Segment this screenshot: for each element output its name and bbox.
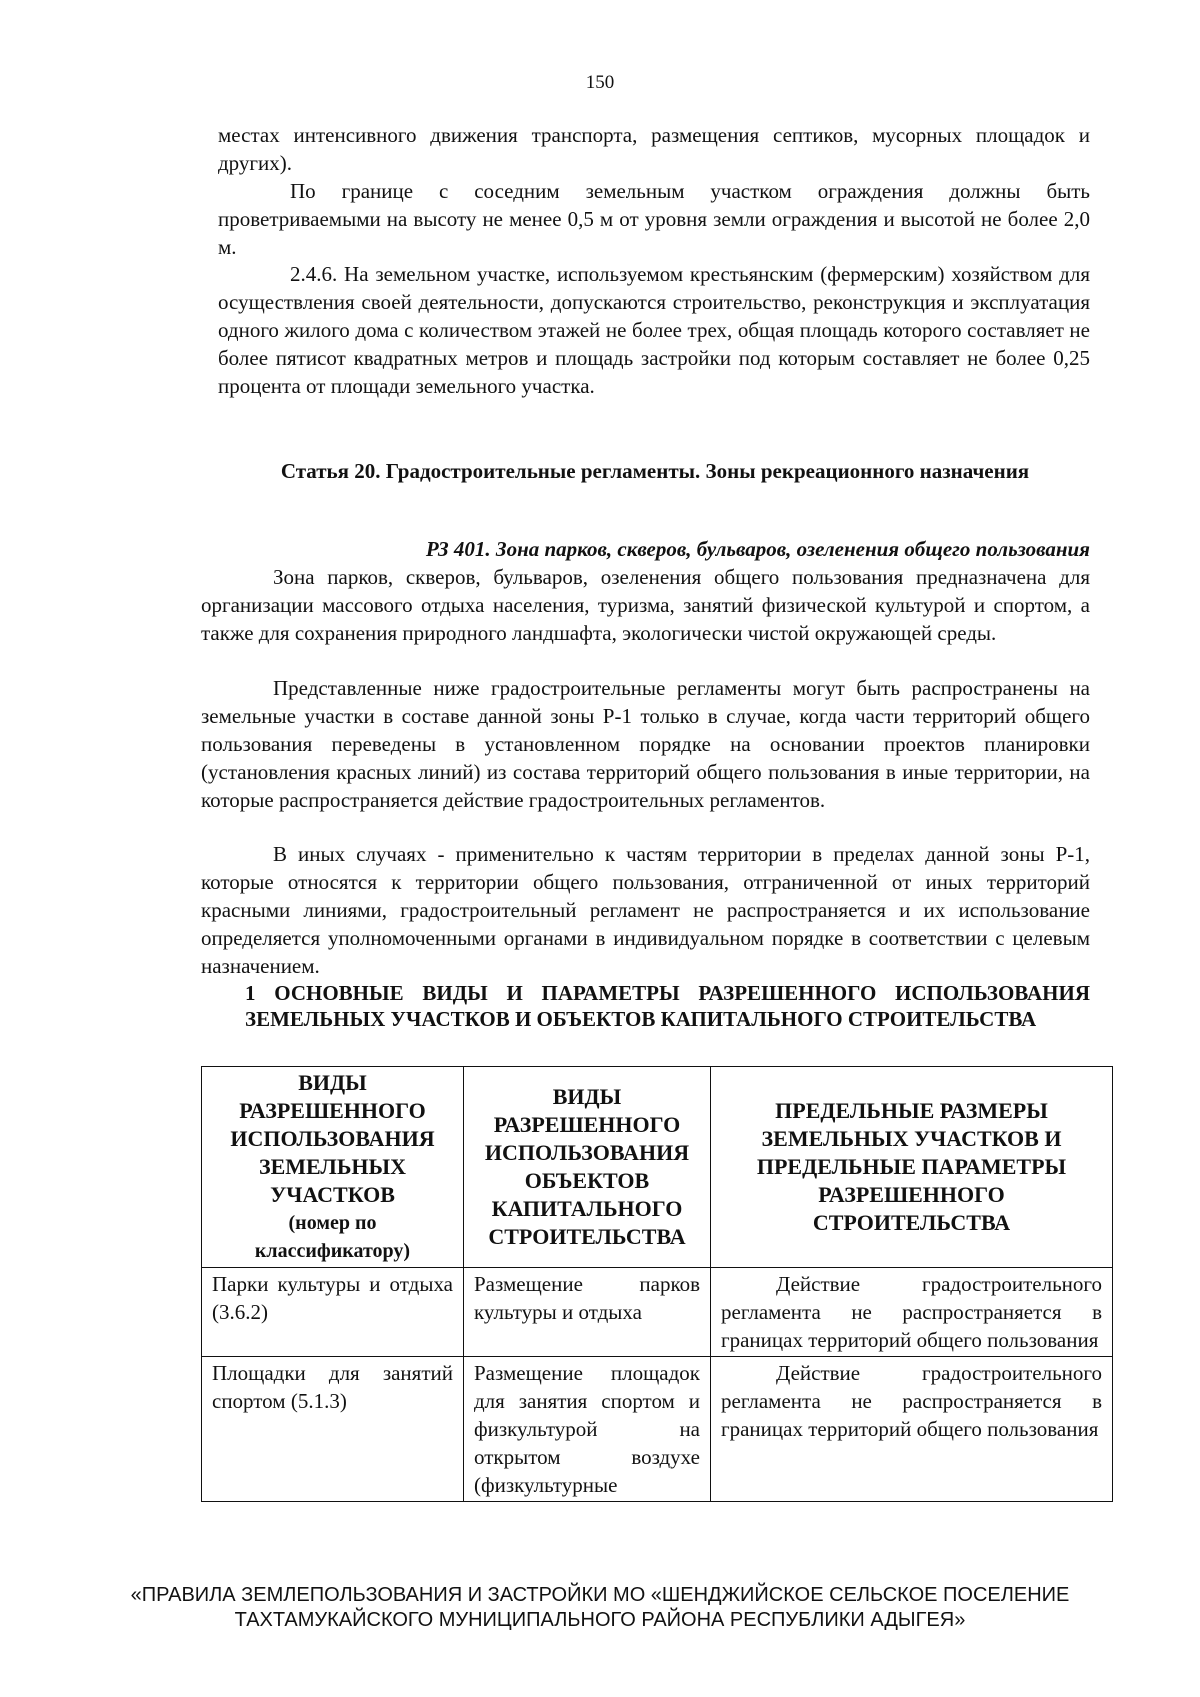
article-heading: Статья 20. Градостроительные регламенты. Зоны рекреационного назначения [280,459,1030,483]
footer-line: «ПРАВИЛА ЗЕМЛЕПОЛЬЗОВАНИЯ И ЗАСТРОЙКИ МО «ШЕНДЖИЙСКОЕ СЕЛЬСКОЕ ПОСЕЛЕНИЕ [130,1584,1070,1606]
page-footer [0,1583,1200,1633]
table-cell: Размещение парков культуры и отдыха [464,1268,711,1357]
table-header-cell [202,1067,464,1268]
table-cell: Действие градостроительного регламента не распространяется в границах территорий общего пользования [711,1268,1113,1357]
table-row [202,1357,1113,1502]
page-number: 150 [585,72,615,93]
header-text: ВИДЫ РАЗРЕШЕННОГО ИСПОЛЬЗОВАНИЯ ЗЕМЕЛЬНЫХ УЧАСТКОВ [230,1070,435,1207]
paragraph-farm-house: 2.4.6. На земельном участке, используемом крестьянским (фермерским) хозяйством для осуществления своей деятельности, допускаются строительство, реконструкция и эксплуатация одного жилого дома с количеством этажей не более трех, общая площадь которого составляет не более пятисот квадратных метров и площадь застройки под которым составляет не более 0,25 процента от площади земельного участка. [218,262,1090,398]
paragraph-zone-purpose: Зона парков, скверов, бульваров, озеленения общего пользования предназначена для организации массового отдыха населения, туризма, занятий физической культурой и спортом, а также для сохранения природного ландшафта, экологически чистой окружающей среды. [201,565,1090,645]
paragraph-other-cases: В иных случаях - применительно к частям территории в пределах данной зоны Р-1, которые относятся к территории общего пользования, отграниченной от иных территорий красными линиями, градостроительный регламент не распространяется и их использование определяется уполномоченными органами в индивидуальном порядке в соответствии с целевым назначением. [201,842,1090,978]
table-cell: Действие градостроительного регламента не распространяется в границах территорий общего пользования [711,1357,1113,1502]
table-header-cell: ВИДЫ РАЗРЕШЕННОГО ИСПОЛЬЗОВАНИЯ ОБЪЕКТОВ КАПИТАЛЬНОГО СТРОИТЕЛЬСТВА [464,1067,711,1268]
paragraph-regulations: Представленные ниже градостроительные регламенты могут быть распространены на земельные участки в составе данной зоны Р-1 только в случае, когда части территорий общего пользования переведены в установленном порядке на основании проектов планировки (установления красных линий) из состава территорий общего пользования в иные территории, на которые распространяется действие градостроительных регламентов. [201,676,1090,812]
permitted-use-table [201,1066,1113,1502]
header-note: (номер по классификатору) [254,1212,411,1262]
paragraph-fence: По границе с соседним земельным участком ограждения должны быть проветриваемыми на высоту не менее 0,5 м от уровня земли ограждения и высотой не более 2,0 м. [218,179,1090,259]
zone-heading: РЗ 401. Зона парков, скверов, бульваров, озеленения общего пользования [425,537,1090,561]
table-row [202,1268,1113,1357]
paragraph-continuation: местах интенсивного движения транспорта, размещения септиков, мусорных площадок и других). [218,123,1090,175]
table-header-row [202,1067,1113,1268]
table-cell: Площадки для занятий спортом (5.1.3) [202,1357,464,1502]
section-title: 1 ОСНОВНЫЕ ВИДЫ И ПАРАМЕТРЫ РАЗРЕШЕННОГО ИСПОЛЬЗОВАНИЯ ЗЕМЕЛЬНЫХ УЧАСТКОВ И ОБЪЕКТОВ КАПИТАЛЬНОГО СТРОИТЕЛЬСТВА [245,981,1090,1031]
table-cell: Размещение площадок для занятия спортом и физкультурой на открытом воздухе (физкультурные [464,1357,711,1502]
footer-line: ТАХТАМУКАЙСКОГО МУНИЦИПАЛЬНОГО РАЙОНА РЕСПУБЛИКИ АДЫГЕЯ» [234,1609,966,1631]
table-header-cell: ПРЕДЕЛЬНЫЕ РАЗМЕРЫ ЗЕМЕЛЬНЫХ УЧАСТКОВ И ПРЕДЕЛЬНЫЕ ПАРАМЕТРЫ РАЗРЕШЕННОГО СТРОИТЕЛЬСТВА [711,1067,1113,1268]
table-cell: Парки культуры и отдыха (3.6.2) [202,1268,464,1357]
